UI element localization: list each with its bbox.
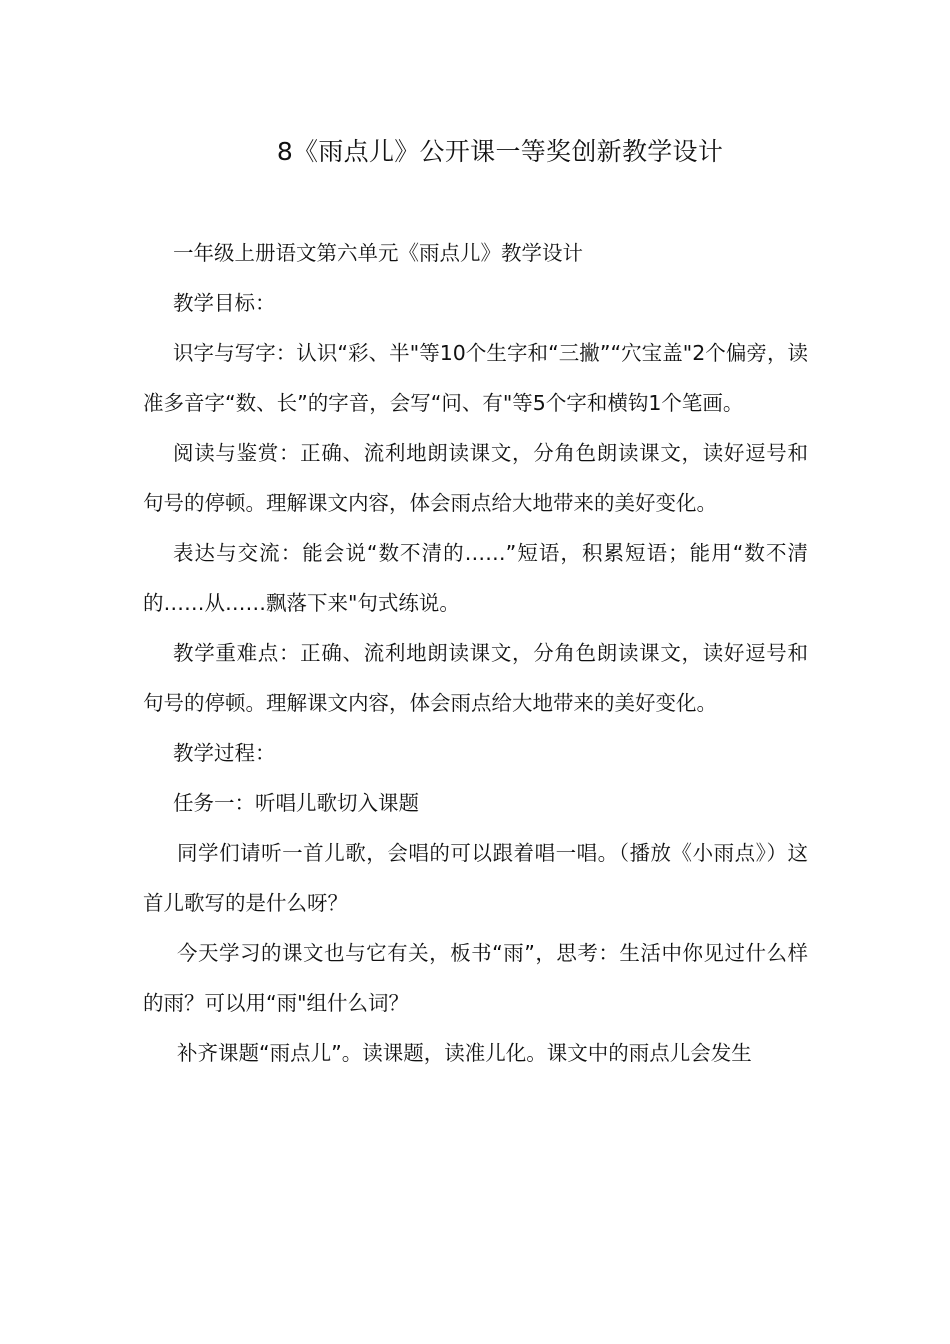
objectives-heading: 教学目标： [173, 291, 276, 315]
literacy-objective-paragraph: 识字与写字：认识“彩、半"等10个生字和“三撇”“穴宝盖"2个偏旁，读准多音字“数、长”的字音，会写“问、有"等5个字和横钩1个笔画。 [143, 341, 808, 415]
process-heading: 教学过程： [173, 741, 276, 765]
expression-objective-paragraph: 表达与交流：能会说“数不清的……”短语，积累短语；能用“数不清的……从……飘落下来"句式练说。 [143, 541, 808, 615]
reading-objective-paragraph: 阅读与鉴赏：正确、流利地朗读课文，分角色朗读课文，读好逗号和句号的停顿。理解课文内容，体会雨点给大地带来的美好变化。 [143, 441, 808, 515]
document-title: 8《雨点儿》公开课一等奖创新教学设计 [276, 137, 724, 166]
document-body [143, 228, 808, 1078]
task-one-heading: 任务一：听唱儿歌切入课题 [173, 791, 419, 815]
subtitle-paragraph: 一年级上册语文第六单元《雨点儿》教学设计 [173, 241, 583, 265]
rain-discussion-paragraph: 今天学习的课文也与它有关，板书“雨”，思考：生活中你见过什么样的雨？可以用“雨"组什么词？ [143, 941, 808, 1015]
key-difficulties-paragraph: 教学重难点：正确、流利地朗读课文，分角色朗读课文，读好逗号和句号的停顿。理解课文内容，体会雨点给大地带来的美好变化。 [143, 641, 808, 715]
song-intro-paragraph: 同学们请听一首儿歌，会唱的可以跟着唱一唱。（播放《小雨点》）这首儿歌写的是什么呀？ [143, 841, 808, 915]
title-reading-paragraph: 补齐课题“雨点儿”。读课题，读准儿化。课文中的雨点儿会发生 [177, 1041, 752, 1065]
